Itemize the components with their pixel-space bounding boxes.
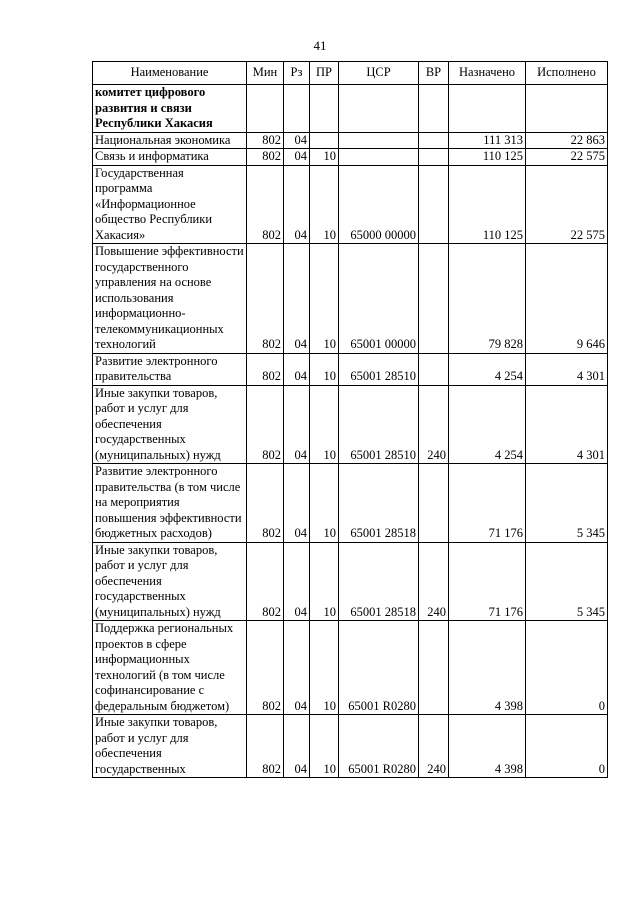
cell-name: Связь и информатика <box>93 149 247 166</box>
cell-vr <box>419 85 449 133</box>
cell-name: Иные закупки товаров, работ и услуг для обеспечения государственных <box>93 715 247 778</box>
cell-vr <box>419 464 449 543</box>
table-row <box>93 149 608 166</box>
cell-min: 802 <box>247 464 284 543</box>
header-name: Наименование <box>93 62 247 85</box>
cell-min: 802 <box>247 621 284 715</box>
cell-vr: 240 <box>419 715 449 778</box>
cell-pr: 10 <box>310 464 339 543</box>
cell-vr <box>419 244 449 354</box>
cell-min: 802 <box>247 244 284 354</box>
cell-csr: 65001 28518 <box>339 542 419 621</box>
cell-min: 802 <box>247 542 284 621</box>
table-row <box>93 244 608 354</box>
cell-assigned: 79 828 <box>449 244 526 354</box>
cell-min: 802 <box>247 385 284 464</box>
table-row <box>93 353 608 385</box>
table-row <box>93 385 608 464</box>
cell-vr <box>419 353 449 385</box>
cell-csr: 65001 R0280 <box>339 621 419 715</box>
cell-executed <box>526 85 608 133</box>
table-header-row <box>93 62 608 85</box>
cell-assigned <box>449 85 526 133</box>
cell-vr <box>419 165 449 244</box>
cell-csr: 65001 28518 <box>339 464 419 543</box>
cell-rz: 04 <box>284 385 310 464</box>
cell-rz: 04 <box>284 621 310 715</box>
page-number: 41 <box>313 38 327 53</box>
header-pr: ПР <box>310 62 339 85</box>
cell-executed: 0 <box>526 621 608 715</box>
cell-min: 802 <box>247 132 284 149</box>
cell-assigned: 4 398 <box>449 715 526 778</box>
cell-assigned: 110 125 <box>449 165 526 244</box>
cell-name: Государственная программа «Информационное общество Республики Хакасия» <box>93 165 247 244</box>
cell-pr: 10 <box>310 244 339 354</box>
cell-executed: 22 575 <box>526 149 608 166</box>
cell-executed: 22 863 <box>526 132 608 149</box>
cell-assigned: 71 176 <box>449 464 526 543</box>
cell-pr <box>310 132 339 149</box>
cell-assigned: 4 254 <box>449 353 526 385</box>
cell-vr: 240 <box>419 385 449 464</box>
header-executed: Исполнено <box>526 62 608 85</box>
cell-rz: 04 <box>284 464 310 543</box>
table-row <box>93 621 608 715</box>
cell-csr: 65001 28510 <box>339 385 419 464</box>
table-row <box>93 542 608 621</box>
cell-executed: 0 <box>526 715 608 778</box>
table-row <box>93 165 608 244</box>
cell-name: Иные закупки товаров, работ и услуг для обеспечения государственных (муниципальных) нужд <box>93 542 247 621</box>
header-vr: ВР <box>419 62 449 85</box>
cell-executed: 22 575 <box>526 165 608 244</box>
cell-executed: 4 301 <box>526 353 608 385</box>
cell-csr <box>339 85 419 133</box>
cell-min: 802 <box>247 149 284 166</box>
cell-rz: 04 <box>284 244 310 354</box>
table-row <box>93 464 608 543</box>
header-min: Мин <box>247 62 284 85</box>
cell-rz: 04 <box>284 165 310 244</box>
budget-table <box>92 61 608 778</box>
cell-vr: 240 <box>419 542 449 621</box>
cell-rz: 04 <box>284 715 310 778</box>
cell-pr <box>310 85 339 133</box>
cell-name: комитет цифрового развития и связи Республики Хакасия <box>93 85 247 133</box>
cell-executed: 5 345 <box>526 542 608 621</box>
table-row <box>93 715 608 778</box>
cell-executed: 4 301 <box>526 385 608 464</box>
table-row <box>93 132 608 149</box>
cell-pr: 10 <box>310 621 339 715</box>
cell-pr: 10 <box>310 715 339 778</box>
cell-csr: 65001 R0280 <box>339 715 419 778</box>
cell-pr: 10 <box>310 353 339 385</box>
cell-pr: 10 <box>310 165 339 244</box>
cell-min: 802 <box>247 715 284 778</box>
cell-rz <box>284 85 310 133</box>
cell-vr <box>419 132 449 149</box>
cell-min: 802 <box>247 165 284 244</box>
cell-csr: 65001 00000 <box>339 244 419 354</box>
table-row <box>93 85 608 133</box>
cell-rz: 04 <box>284 132 310 149</box>
cell-pr: 10 <box>310 385 339 464</box>
cell-assigned: 110 125 <box>449 149 526 166</box>
cell-min: 802 <box>247 353 284 385</box>
cell-rz: 04 <box>284 542 310 621</box>
cell-name: Повышение эффективности государственного управления на основе использования информационно-телекоммуникационных технологий <box>93 244 247 354</box>
cell-vr <box>419 621 449 715</box>
cell-assigned: 111 313 <box>449 132 526 149</box>
cell-executed: 9 646 <box>526 244 608 354</box>
cell-name: Поддержка региональных проектов в сфере информационных технологий (в том числе софинансирование с федеральным бюджетом) <box>93 621 247 715</box>
header-rz: Рз <box>284 62 310 85</box>
cell-csr: 65000 00000 <box>339 165 419 244</box>
cell-min <box>247 85 284 133</box>
cell-name: Иные закупки товаров, работ и услуг для обеспечения государственных (муниципальных) нужд <box>93 385 247 464</box>
cell-rz: 04 <box>284 149 310 166</box>
cell-name: Развитие электронного правительства (в том числе на мероприятия повышения эффективности бюджетных расходов) <box>93 464 247 543</box>
cell-csr <box>339 132 419 149</box>
cell-assigned: 4 254 <box>449 385 526 464</box>
cell-vr <box>419 149 449 166</box>
cell-executed: 5 345 <box>526 464 608 543</box>
cell-assigned: 71 176 <box>449 542 526 621</box>
header-csr: ЦСР <box>339 62 419 85</box>
cell-pr: 10 <box>310 149 339 166</box>
cell-csr: 65001 28510 <box>339 353 419 385</box>
cell-assigned: 4 398 <box>449 621 526 715</box>
cell-rz: 04 <box>284 353 310 385</box>
cell-name: Развитие электронного правительства <box>93 353 247 385</box>
cell-csr <box>339 149 419 166</box>
cell-pr: 10 <box>310 542 339 621</box>
header-assigned: Назначено <box>449 62 526 85</box>
cell-name: Национальная экономика <box>93 132 247 149</box>
